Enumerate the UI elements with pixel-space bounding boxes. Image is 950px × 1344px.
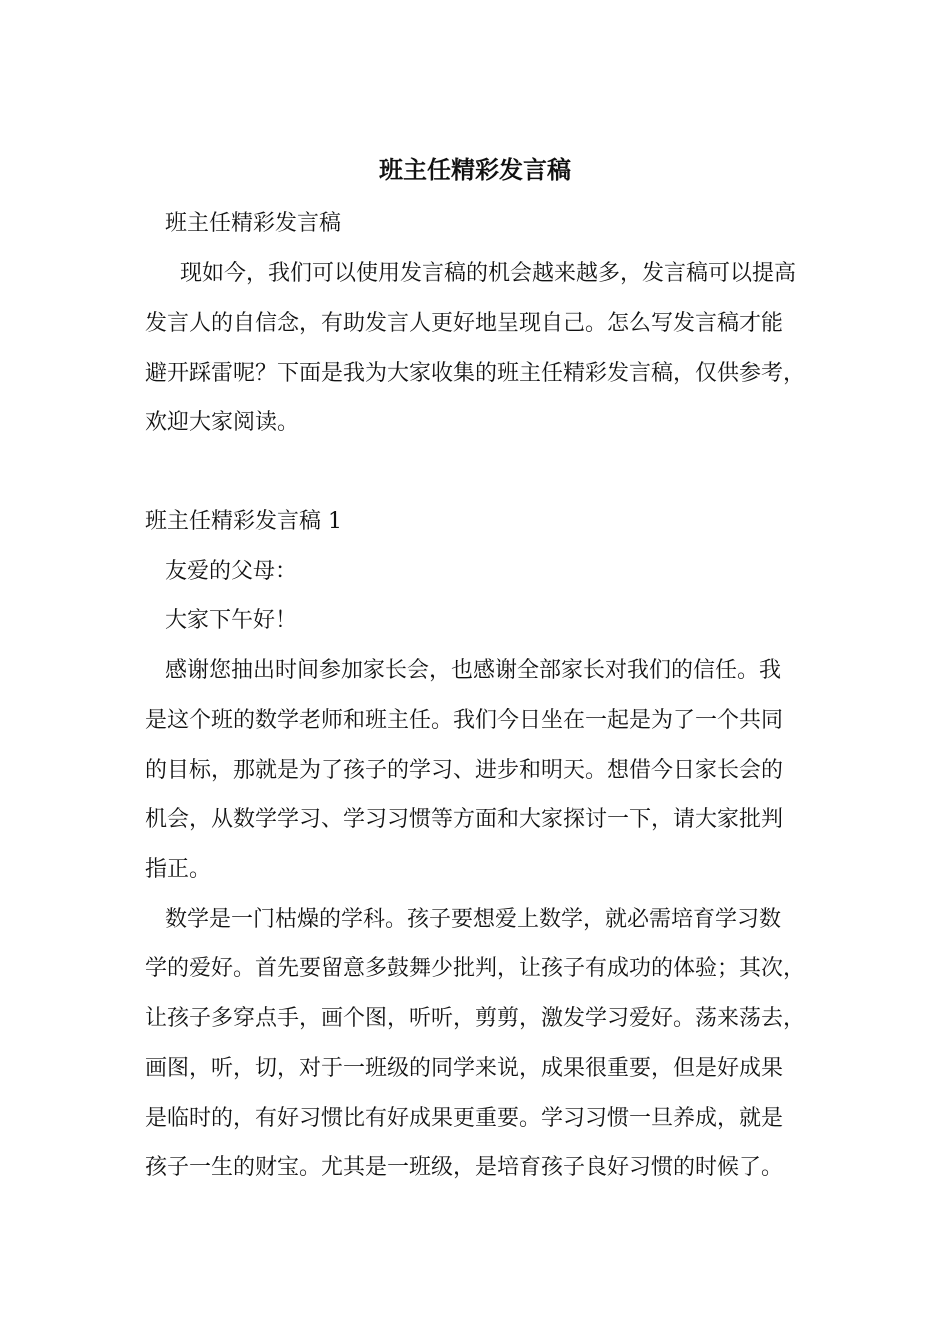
paragraph-line: 学的爱好。首先要留意多鼓舞少批判，让孩子有成功的体验；其次， <box>145 956 806 981</box>
paragraph-line: 指正。 <box>145 857 212 882</box>
paragraph-line: 画图，听，切，对于一班级的同学来说，成果很重要，但是好成果 <box>145 1056 784 1081</box>
paragraph-line: 让孩子多穿点手，画个图，听听，剪剪，激发学习爱好。荡来荡去， <box>145 1006 806 1031</box>
paragraph-line: 是这个班的数学老师和班主任。我们今日坐在一起是为了一个共同 <box>145 708 784 733</box>
document-title: 班主任精彩发言稿 <box>379 155 571 184</box>
intro-line: 发言人的自信念，有助发言人更好地呈现自己。怎么写发言稿才能 <box>145 311 784 336</box>
paragraph-line: 感谢您抽出时间参加家长会，也感谢全部家长对我们的信任。我 <box>165 658 782 683</box>
paragraph-line: 机会，从数学学习、学习习惯等方面和大家探讨一下，请大家批判 <box>145 807 784 832</box>
subtitle: 班主任精彩发言稿 <box>165 211 342 236</box>
greeting: 友爱的父母： <box>165 559 298 584</box>
paragraph-line: 是临时的，有好习惯比有好成果更重要。学习习惯一旦养成，就是 <box>145 1106 784 1131</box>
paragraph-line: 数学是一门枯燥的学科。孩子要想爱上数学，就必需培育学习数 <box>165 907 782 932</box>
paragraph-line: 孩子一生的财宝。尤其是一班级，是培育孩子良好习惯的时候了。 <box>145 1155 784 1180</box>
intro-line: 避开踩雷呢？下面是我为大家收集的班主任精彩发言稿，仅供参考， <box>145 361 806 386</box>
salutation: 大家下午好！ <box>165 608 298 633</box>
intro-line: 欢迎大家阅读。 <box>145 410 300 435</box>
section-heading: 班主任精彩发言稿 1 <box>145 509 342 534</box>
intro-line: 现如今，我们可以使用发言稿的机会越来越多，发言稿可以提高 <box>180 261 797 286</box>
paragraph-line: 的目标，那就是为了孩子的学习、进步和明天。想借今日家长会的 <box>145 758 784 783</box>
